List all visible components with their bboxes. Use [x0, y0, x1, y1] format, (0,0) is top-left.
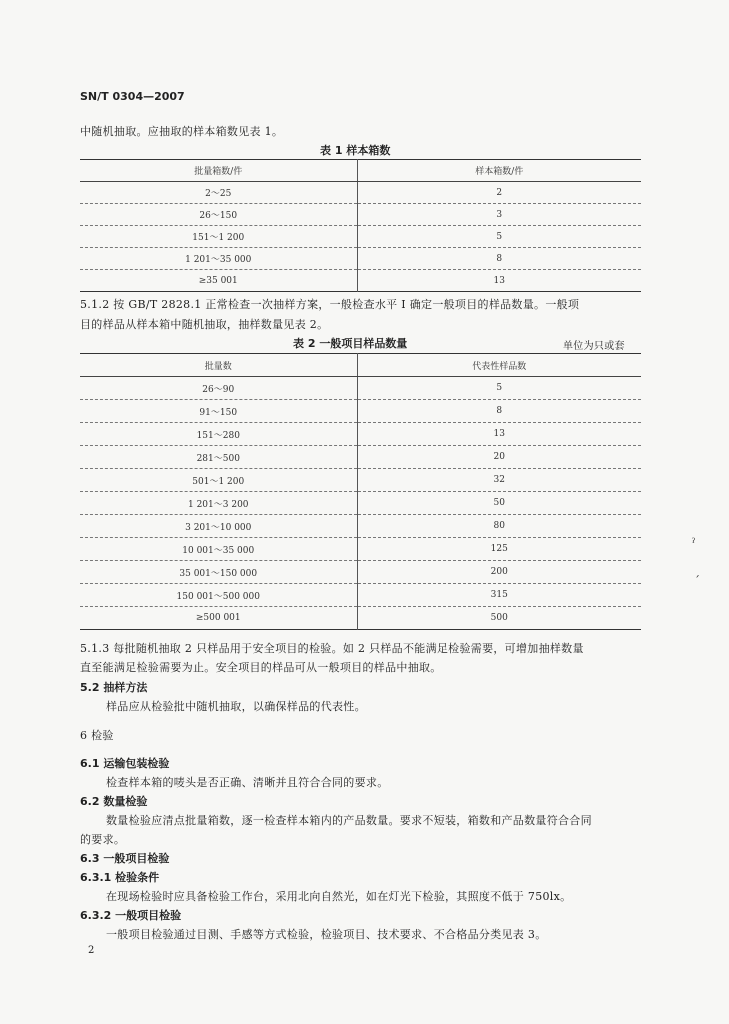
table-row	[80, 584, 641, 607]
table2-header-sample-count: 代表性样品数	[357, 354, 641, 377]
table2-cell-lot: 26～90	[80, 377, 357, 400]
table2-cell-lot: 91～150	[80, 400, 357, 423]
table2	[80, 353, 641, 630]
section-6-3-2-heading: 6.3.2 一般项目检验	[80, 909, 182, 922]
section-6-2-line1: 数量检验应清点批量箱数，逐一检查样本箱内的产品数量。要求不短装，箱数和产品数量符合合同	[106, 814, 592, 827]
standard-code: SN/T 0304—2007	[80, 90, 185, 103]
table-row	[80, 377, 641, 400]
table1-cell-sample: 8	[357, 248, 641, 270]
table1-header-lot-boxes: 批量箱数/件	[80, 160, 357, 182]
scan-mark-glyph: ˊ	[694, 574, 700, 588]
table-row	[80, 469, 641, 492]
table1-cell-sample: 5	[357, 226, 641, 248]
table2-cell-sample: 80	[357, 515, 641, 538]
table2-cell-lot: 501～1 200	[80, 469, 357, 492]
table2-cell-sample: 500	[357, 607, 641, 630]
table2-cell-sample: 8	[357, 400, 641, 423]
table2-cell-lot: 3 201～10 000	[80, 515, 357, 538]
table2-cell-lot: 10 001～35 000	[80, 538, 357, 561]
table-row	[80, 515, 641, 538]
table2-cell-lot: 150 001～500 000	[80, 584, 357, 607]
table-row	[80, 204, 641, 226]
intro-line: 中随机抽取。应抽取的样本箱数见表 1。	[80, 125, 284, 138]
table1-title: 表 1 样本箱数	[320, 144, 391, 157]
table-row	[80, 446, 641, 469]
table1-cell-lot: ≥35 001	[80, 270, 357, 292]
section-6-3-1-heading: 6.3.1 检验条件	[80, 871, 160, 884]
clause-5-1-2-line1: 5.1.2 按 GB/T 2828.1 正常检查一次抽样方案，一般检查水平 I 确定一般项目的样品数量。一般项	[80, 298, 580, 311]
table2-cell-sample: 13	[357, 423, 641, 446]
scan-mark-glyph: ˀ	[692, 536, 696, 550]
section-6-3-2-body: 一般项目检验通过目测、手感等方式检验，检验项目、技术要求、不合格品分类见表 3。	[106, 928, 547, 941]
section-6-heading: 6 检验	[80, 729, 114, 742]
table2-cell-lot: 151～280	[80, 423, 357, 446]
table1-cell-lot: 151～1 200	[80, 226, 357, 248]
table1-header-sample-boxes: 样本箱数/件	[357, 160, 641, 182]
table2-unit: 单位为只或套	[563, 341, 625, 352]
table-row	[80, 538, 641, 561]
table2-cell-lot: 1 201～3 200	[80, 492, 357, 515]
table2-cell-lot: 35 001～150 000	[80, 561, 357, 584]
section-6-3-heading: 6.3 一般项目检验	[80, 852, 170, 865]
section-5-2-body: 样品应从检验批中随机抽取，以确保样品的代表性。	[106, 700, 366, 713]
table1-cell-lot: 2～25	[80, 182, 357, 204]
table2-cell-sample: 200	[357, 561, 641, 584]
table2-cell-lot: ≥500 001	[80, 607, 357, 630]
section-5-2-heading: 5.2 抽样方法	[80, 681, 148, 694]
section-6-1-heading: 6.1 运输包装检验	[80, 757, 170, 770]
page-number: 2	[88, 945, 95, 956]
table2-cell-sample: 32	[357, 469, 641, 492]
section-6-3-1-body: 在现场检验时应具备检验工作台，采用北向自然光，如在灯光下检验，其照度不低于 750lx。	[106, 890, 572, 903]
table2-cell-sample: 20	[357, 446, 641, 469]
table2-cell-sample: 5	[357, 377, 641, 400]
table-row	[80, 607, 641, 630]
section-6-2-heading: 6.2 数量检验	[80, 795, 148, 808]
table1-cell-sample: 2	[357, 182, 641, 204]
clause-5-1-3-line2: 直至能满足检验需要为止。安全项目的样品可从一般项目的样品中抽取。	[80, 661, 442, 674]
table-row	[80, 492, 641, 515]
table1	[80, 159, 641, 292]
table-row	[80, 423, 641, 446]
table1-cell-lot: 1 201～35 000	[80, 248, 357, 270]
table1-cell-sample: 13	[357, 270, 641, 292]
section-6-2-line2: 的要求。	[80, 833, 126, 846]
table-row	[80, 400, 641, 423]
clause-5-1-3-line1: 5.1.3 每批随机抽取 2 只样品用于安全项目的检验。如 2 只样品不能满足检验需要，可增加抽样数量	[80, 642, 584, 655]
table-row	[80, 248, 641, 270]
table1-cell-lot: 26～150	[80, 204, 357, 226]
table-row	[80, 270, 641, 292]
table2-cell-sample: 50	[357, 492, 641, 515]
table1-cell-sample: 3	[357, 204, 641, 226]
table2-cell-sample: 315	[357, 584, 641, 607]
clause-5-1-2-line2: 目的样品从样本箱中随机抽取，抽样数量见表 2。	[80, 318, 329, 331]
table-row	[80, 182, 641, 204]
section-6-1-body: 检查样本箱的唛头是否正确、清晰并且符合合同的要求。	[106, 776, 389, 789]
table2-title: 表 2 一般项目样品数量	[293, 337, 408, 350]
table2-cell-sample: 125	[357, 538, 641, 561]
table-row	[80, 561, 641, 584]
table2-header-lot-size: 批量数	[80, 354, 357, 377]
table-row	[80, 226, 641, 248]
table2-cell-lot: 281～500	[80, 446, 357, 469]
